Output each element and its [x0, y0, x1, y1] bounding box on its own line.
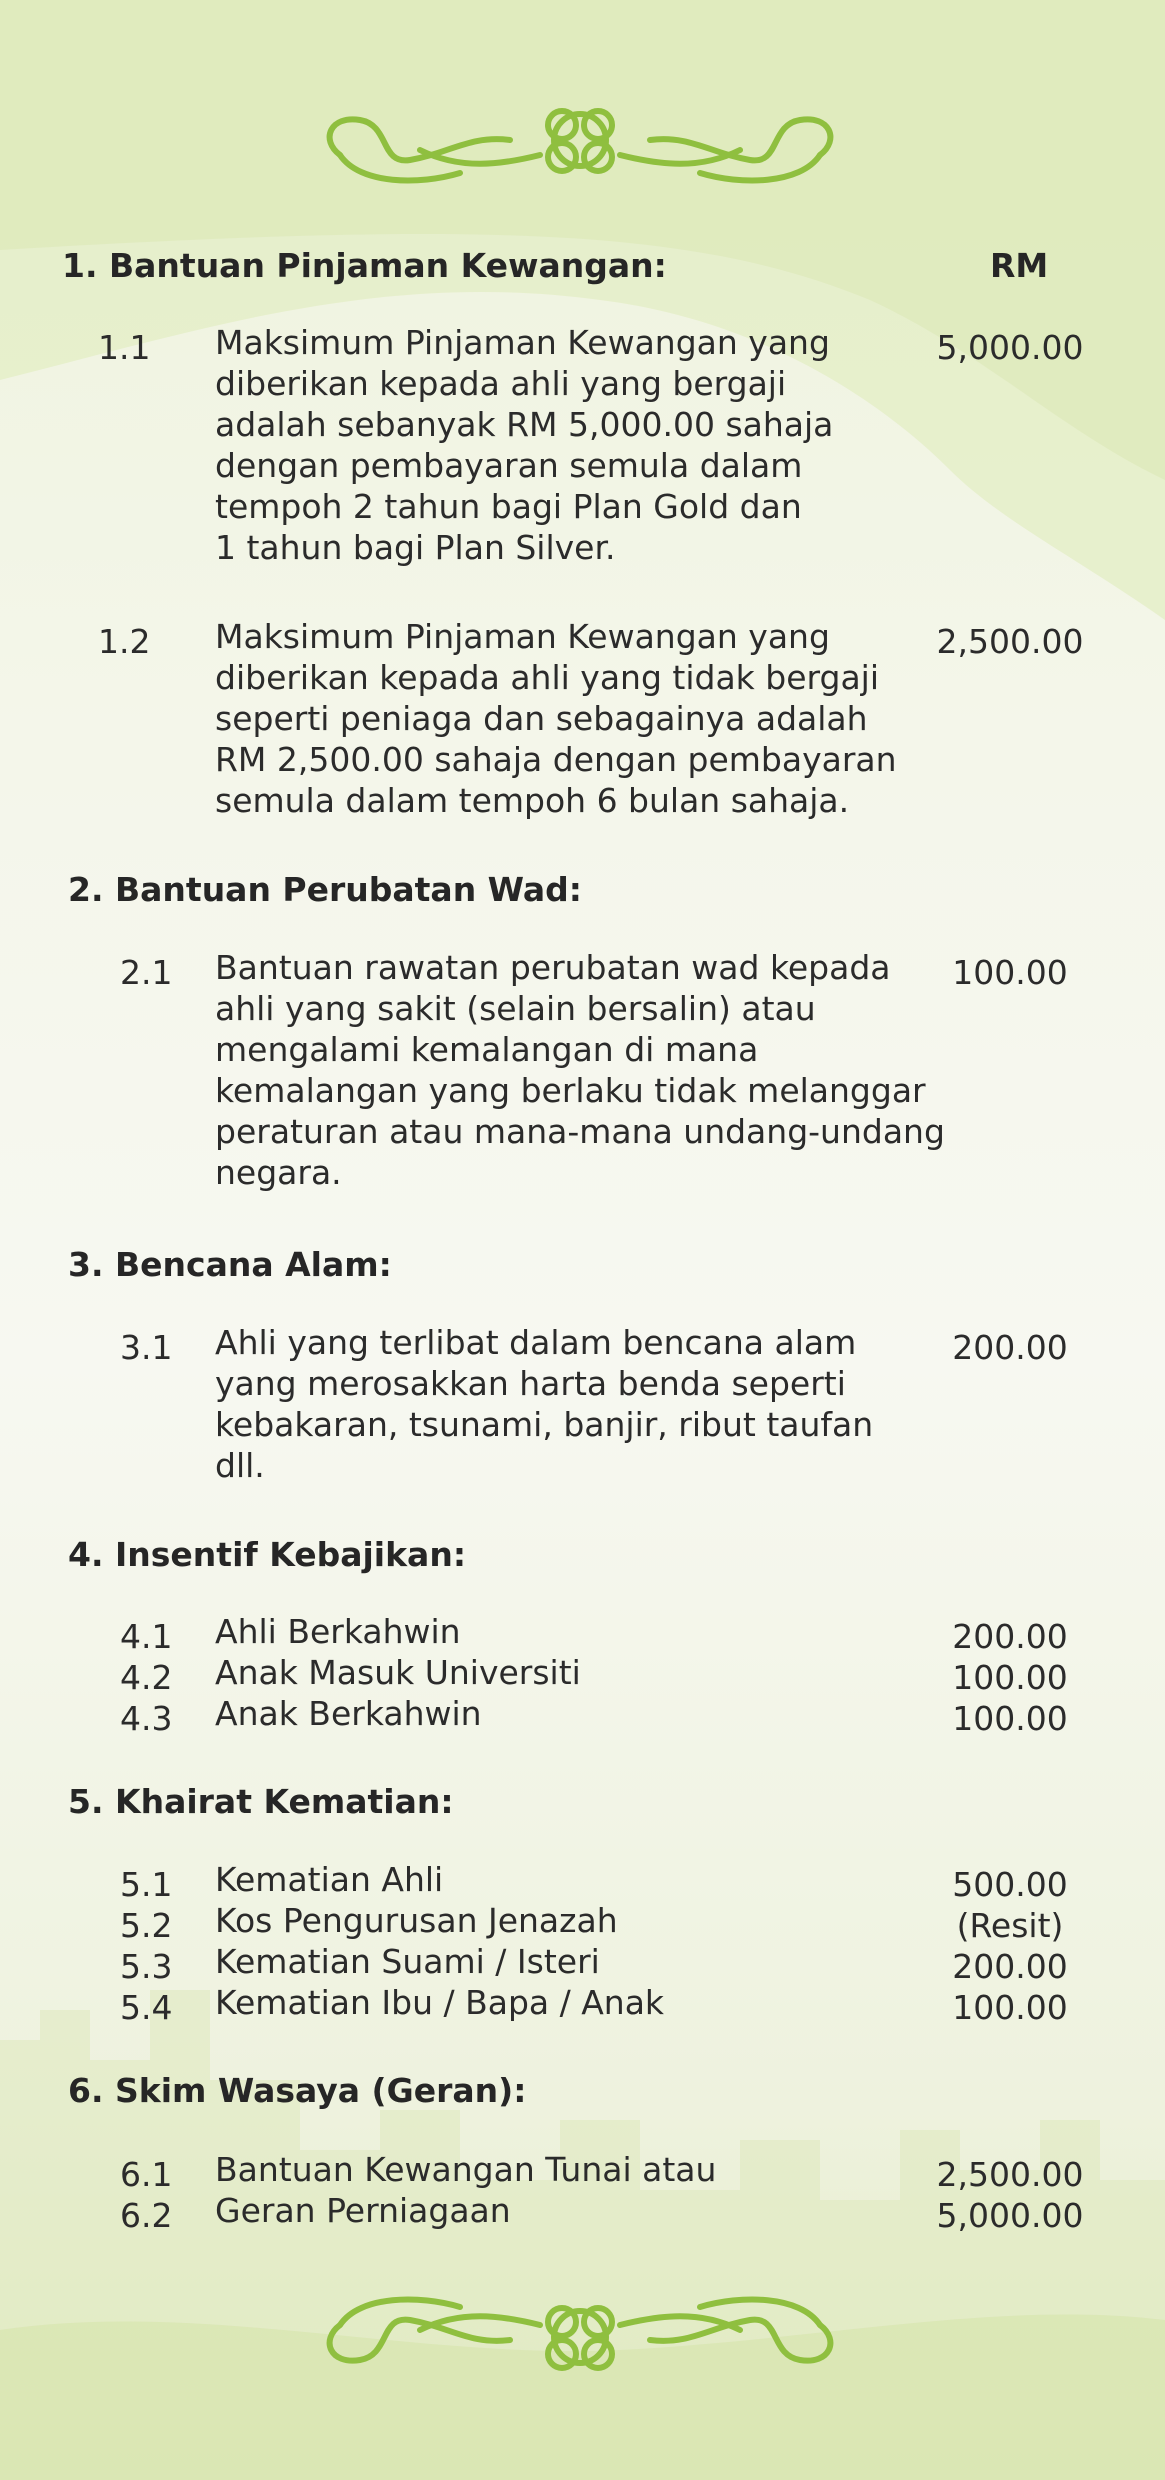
item-number: 5.1	[120, 1865, 173, 1904]
item-description: Kos Pengurusan Jenazah	[215, 1901, 618, 1940]
section-title: Bantuan Pinjaman Kewangan:	[109, 246, 667, 285]
section-number: 4.	[68, 1535, 104, 1574]
item-amount: 5,000.00	[936, 2196, 1084, 2235]
item-number: 4.1	[120, 1617, 173, 1656]
item-number: 6.1	[120, 2155, 173, 2194]
item-description: Anak Masuk Universiti	[215, 1653, 581, 1692]
currency-header: RM	[990, 246, 1049, 285]
item-number: 2.1	[120, 953, 173, 992]
item-number: 4.2	[120, 1658, 173, 1697]
item-amount: 2,500.00	[936, 2155, 1084, 2194]
top-ornament-flourish-icon	[300, 95, 860, 205]
item-number: 4.3	[120, 1699, 173, 1738]
bottom-ornament-flourish-icon	[300, 2275, 860, 2385]
section-number: 6.	[68, 2071, 104, 2110]
item-number: 3.1	[120, 1328, 173, 1367]
item-description: Kematian Ahli	[215, 1860, 444, 1899]
item-amount: 200.00	[952, 1328, 1068, 1367]
item-description: Ahli yang terlibat dalam bencana alam yang merosakkan harta benda seperti kebakaran, tsunami, banjir, ribut taufan dll.	[215, 1323, 874, 1485]
item-amount: 200.00	[952, 1947, 1068, 1986]
item-number: 1.1	[98, 328, 151, 367]
item-amount: 100.00	[952, 1699, 1068, 1738]
item-amount: (Resit)	[956, 1906, 1064, 1945]
section-title: Skim Wasaya (Geran):	[115, 2071, 527, 2110]
item-amount: 100.00	[952, 953, 1068, 992]
section-number: 2.	[68, 870, 104, 909]
item-number: 5.2	[120, 1906, 173, 1945]
item-description: Kematian Suami / Isteri	[215, 1942, 600, 1981]
section-title: Khairat Kematian:	[115, 1782, 454, 1821]
item-amount: 5,000.00	[936, 328, 1084, 367]
section-1-heading	[62, 246, 667, 285]
section-5-heading	[68, 1782, 454, 1821]
section-6-heading	[68, 2071, 526, 2110]
item-amount: 500.00	[952, 1865, 1068, 1904]
section-title: Bantuan Perubatan Wad:	[115, 870, 582, 909]
item-number: 1.2	[98, 622, 151, 661]
section-title: Insentif Kebajikan:	[115, 1535, 467, 1574]
section-title: Bencana Alam:	[115, 1245, 392, 1284]
section-4-heading	[68, 1535, 466, 1574]
item-description: Ahli Berkahwin	[215, 1612, 461, 1651]
item-number: 6.2	[120, 2196, 173, 2235]
item-amount: 200.00	[952, 1617, 1068, 1656]
section-number: 1.	[62, 246, 98, 285]
section-number: 3.	[68, 1245, 104, 1284]
item-description: Geran Perniagaan	[215, 2191, 511, 2230]
item-description: Maksimum Pinjaman Kewangan yang diberikan kepada ahli yang tidak bergaji seperti peniaga dan sebagainya adalah RM 2,500.00 sahaja dengan pembayaran semula dalam tempoh 6 bulan sahaja.	[215, 617, 897, 820]
item-amount: 100.00	[952, 1988, 1068, 2027]
item-description: Kematian Ibu / Bapa / Anak	[215, 1983, 665, 2022]
item-number: 5.4	[120, 1988, 173, 2027]
item-number: 5.3	[120, 1947, 173, 1986]
section-2-heading	[68, 870, 582, 909]
section-number: 5.	[68, 1782, 104, 1821]
section-3-heading	[68, 1245, 392, 1284]
item-amount: 100.00	[952, 1658, 1068, 1697]
item-description: Bantuan Kewangan Tunai atau	[215, 2150, 717, 2189]
item-description: Maksimum Pinjaman Kewangan yang diberikan kepada ahli yang bergaji adalah sebanyak RM 5,000.00 sahaja dengan pembayaran semula dalam tempoh 2 tahun bagi Plan Gold dan 1 tahun bagi Plan Silver.	[215, 323, 834, 567]
item-amount: 2,500.00	[936, 622, 1084, 661]
item-description: Bantuan rawatan perubatan wad kepada ahli yang sakit (selain bersalin) atau mengalami kemalangan di mana kemalangan yang berlaku tidak melanggar peraturan atau mana-mana undang-undang negara.	[215, 948, 945, 1192]
item-description: Anak Berkahwin	[215, 1694, 482, 1733]
